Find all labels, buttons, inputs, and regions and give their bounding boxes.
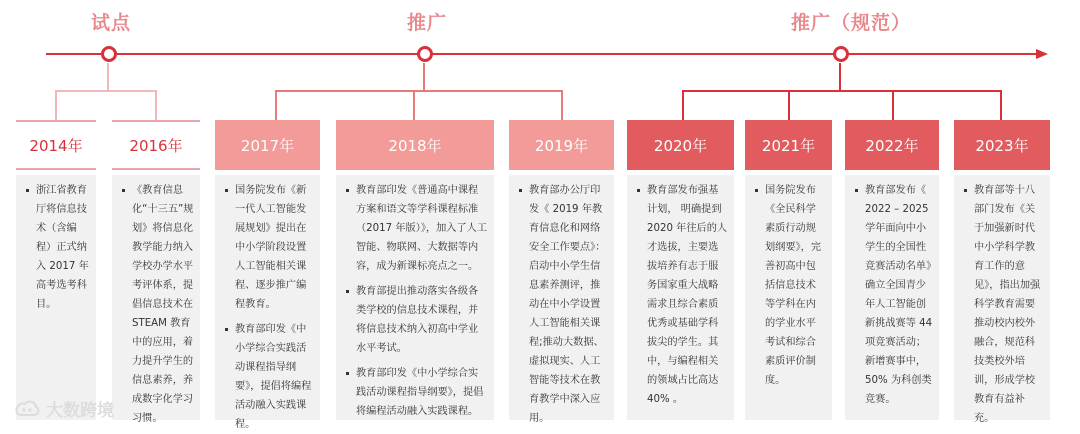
connector-promotion-stem [423, 63, 425, 91]
card-item: 浙江省教育厅将信息技术（含编程）正式纳入 2017 年高考选考科目。 [24, 181, 90, 314]
year-label-2018: 2018年 [388, 136, 442, 155]
year-card-2014 [16, 175, 96, 420]
year-card-2016 [112, 175, 200, 424]
card-item: 《教育信息化“十三五”规划》将信息化教学能力纳入学校办学水平考评体系，提倡信息技术在 STEAM 教育中的应用，着力提升学生的信息素养，养成数字化学习习惯。 [120, 181, 194, 428]
year-label-2023: 2023年 [975, 136, 1029, 155]
year-box-2017 [215, 120, 320, 170]
connector-promotion-drop-2018 [413, 90, 415, 120]
connector-standardized-drop-2022 [892, 90, 894, 120]
connector-standardized-drop-2020 [682, 90, 684, 120]
year-card-2018 [336, 175, 494, 420]
year-label-2016: 2016年 [129, 136, 183, 155]
card-item: 国务院发布《全民科学素质行动规划纲要》，完善初高中包括信息技术等学科在内的学业水平考试和综合素质评价制度。 [753, 181, 826, 390]
phase-label-promotion: 推广 [407, 12, 448, 34]
watermark-logo-icon [14, 399, 40, 419]
year-box-2021 [745, 120, 832, 170]
connector-promotion-drop-2019 [561, 90, 563, 120]
year-card-2017 [215, 175, 320, 430]
watermark-text: 大数跨境 [46, 401, 114, 421]
year-label-2021: 2021年 [761, 136, 816, 155]
year-box-2016 [112, 120, 200, 170]
connector-pilot-drop-2016 [155, 90, 157, 120]
year-box-2014 [16, 120, 96, 170]
year-box-2020 [627, 120, 734, 170]
connector-standardized-bar [682, 90, 1002, 92]
year-box-2023 [954, 120, 1050, 170]
phase-label-pilot: 试点 [91, 12, 132, 34]
year-box-2019 [509, 120, 614, 170]
connector-standardized-drop-2023 [1000, 90, 1002, 120]
card-item: 教育部发布《 2022 – 2025 学年面向中小学生的全国性竞赛活动名单》确立全国青少年人工智能创新挑战赛等 44 项竞赛活动；新增赛事中，50% 为科创类竞赛。 [853, 181, 933, 409]
timeline-arrow-icon [1036, 49, 1048, 59]
card-item: 教育部印发《中小学综合实践活动课程指导纲要》，提倡将编程活动融入实践课程。 [223, 320, 314, 434]
year-label-2014: 2014年 [29, 136, 83, 155]
connector-pilot-stem [107, 63, 109, 91]
timeline-node-promotion [417, 46, 433, 62]
timeline-line [46, 53, 1036, 55]
year-label-2017: 2017年 [240, 136, 295, 155]
year-label-2019: 2019年 [534, 136, 589, 155]
year-box-2022 [845, 120, 939, 170]
timeline-node-pilot [101, 46, 117, 62]
connector-pilot-drop-2014 [55, 90, 57, 120]
connector-pilot-bar [55, 90, 156, 92]
card-item: 教育部印发《中小学综合实践活动课程指导纲要》，提倡将编程活动融入实践课程。 [344, 364, 488, 421]
card-item: 教育部发布强基计划， 明确提到 2020 年往后的人才选拔，主要选拔培养有志于服务国家重大战略需求且综合素质优秀或基础学科拔尖的学生。其中，与编程相关的领域占比高达 40% 。 [635, 181, 728, 409]
connector-promotion-drop-2017 [275, 90, 277, 120]
phase-label-standardized: 推广（规范） [791, 12, 912, 34]
connector-standardized-stem [839, 63, 841, 91]
watermark [14, 396, 114, 421]
year-card-2020 [627, 175, 734, 420]
card-item: 国务院发布《新一代人工智能发展规划》提出在中小学阶段设置人工智能相关课程、逐步推广编程教育。 [223, 181, 314, 314]
year-label-2020: 2020年 [653, 136, 708, 155]
year-card-2022 [845, 175, 939, 420]
year-card-2021 [745, 175, 832, 420]
year-card-2019 [509, 175, 614, 424]
card-item: 教育部办公厅印发《 2019 年教育信息化和网络安全工作要点》：启动中小学生信息素养测评，推动在中小学设置人工智能相关课程;推动大数据、虚拟现实、人工智能等技术在教育教学中深入应用。 [517, 181, 608, 428]
year-label-2022: 2022年 [865, 136, 919, 155]
connector-standardized-drop-2021 [788, 90, 790, 120]
year-card-2023 [954, 175, 1050, 424]
year-box-2018 [336, 120, 494, 170]
timeline-node-standardized [833, 46, 849, 62]
card-item: 教育部印发《普通高中课程方案和语文等学科课程标准（2017 年版）》，加入了人工智能、物联网、大数据等内容，成为新课标亮点之一。 [344, 181, 488, 276]
connector-promotion-bar [275, 90, 563, 92]
card-item: 教育部提出推动落实各级各类学校的信息技术课程，并将信息技术纳入初高中学业水平考试。 [344, 282, 488, 358]
card-item: 教育部等十八部门发布《关于加强新时代中小学科学教育工作的意见》，指出加强科学教育需要推动校内校外融合，规范科技类校外培训，形成学校教育有益补充。 [962, 181, 1044, 428]
